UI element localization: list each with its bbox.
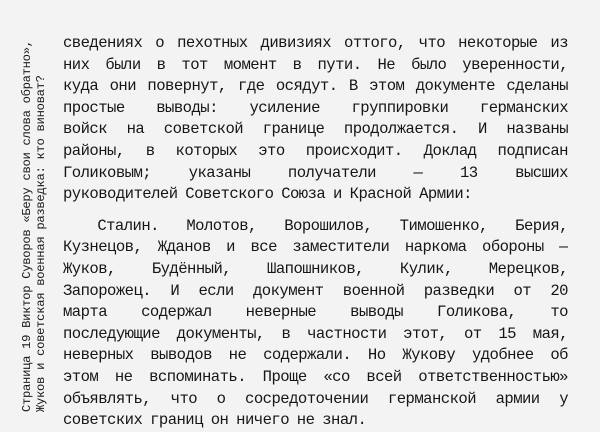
running-head <box>21 12 48 412</box>
text-line: районы, в которых это происходит. Доклад подписан <box>63 141 568 160</box>
text-line: неверных выводов не содержали. Но Жукову удобнее об <box>63 346 568 365</box>
text-line: марта содержал неверные выводы Голикова, то <box>63 303 568 322</box>
text-line: Жуков, Будённый, Шапошников, Кулик, Мерецков, <box>63 259 568 278</box>
text-line: куда они повернут, где осядут. В этом документе сделаны <box>63 77 568 96</box>
text-line: сведениях о пехотных дивизиях оттого, что некоторые из <box>63 34 568 52</box>
paragraph-1 <box>63 33 568 206</box>
text-line: этом не вспоминать. Проще «со всей ответственностью» <box>63 367 568 386</box>
text-line: Кузнецов, Жданов и все заместители наркома обороны — <box>63 238 568 257</box>
text-line: советских границ он ничего не знал. <box>63 411 367 430</box>
paragraph-gap <box>63 206 568 216</box>
text-line: Сталин. Молотов, Ворошилов, Тимошенко, Берия, <box>97 216 568 235</box>
text-line: руководителей Советского Союза и Красной Армии: <box>63 185 472 204</box>
text-line: них были в тот момент в пути. Не было уверенности, <box>63 55 568 74</box>
body-text <box>63 33 568 432</box>
paragraph-2 <box>63 216 568 432</box>
text-line: объявлять, что о сосредоточении германской армии у <box>63 389 568 408</box>
running-head-line-2: Жуков и советская военная разведка: кто виноват? <box>33 75 48 412</box>
text-line: Голиковым; указаны получатели — 13 высших <box>63 163 568 182</box>
text-line: войск на советской границе продолжается. И названы <box>63 120 568 139</box>
running-head-line-1: Страница 19 Виктор Суворов «Беру свои слова обратно», <box>20 40 34 412</box>
text-line: Запорожец. И если документ военной разведки от 20 <box>63 281 568 300</box>
text-line: простые выводы: усиление группировки германских <box>63 98 568 117</box>
text-line: последующие документы, в частности этот, от 15 мая, <box>63 324 568 343</box>
